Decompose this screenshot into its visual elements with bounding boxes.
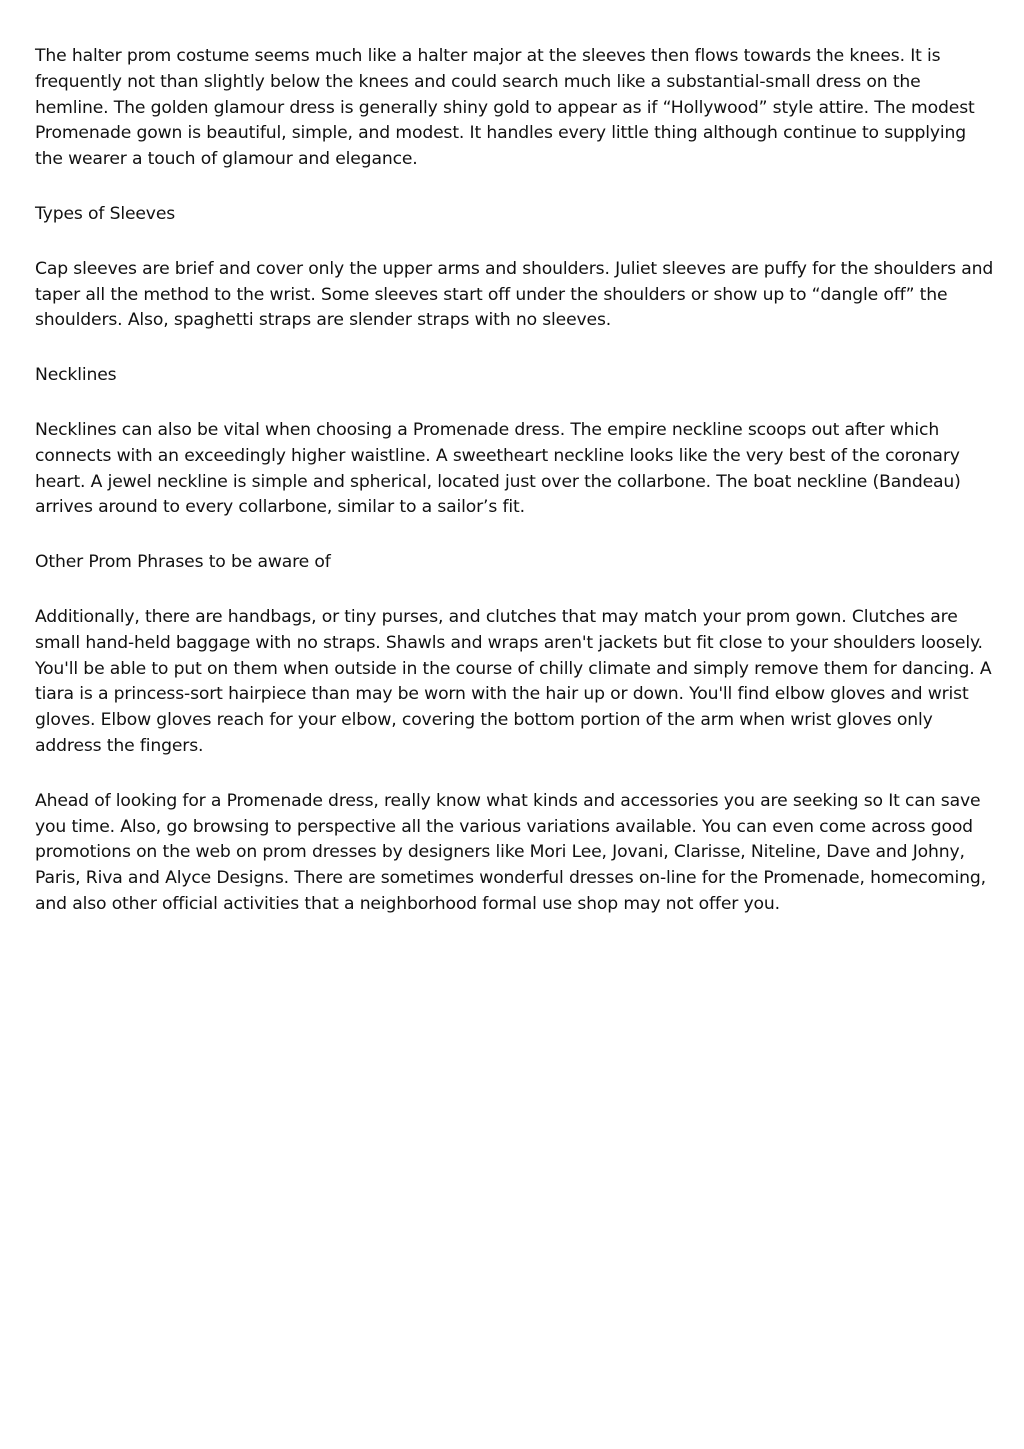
paragraph-sleeves: Cap sleeves are brief and cover only the upper arms and shoulders. Juliet sleeves are puffy for the shoulders and taper all the method to the wrist. Some sleeves start off under the shoulders or show up to “dangle off” the shoulders. Also, spaghetti straps are slender straps with no sleeves. — [35, 258, 994, 331]
heading-necklines: Necklines — [35, 365, 117, 386]
paragraph-necklines: Necklines can also be vital when choosing a Promenade dress. The empire neckline scoops out after which connects with an exceedingly higher waistline. A sweetheart neckline looks like the very best of the coronary heart. A jewel neckline is simple and spherical, located just over the collarbone. The boat neckline (Bandeau) arrives around to every collarbone, similar to a sailor’s fit. — [35, 419, 961, 518]
paragraph-halter-prom: The halter prom costume seems much like a halter major at the sleeves then flows towards the knees. It is frequently not than slightly below the knees and could search much like a substantial-small dress on the hemline. The golden glamour dress is generally shiny gold to appear as if “Hollywood” style attire. The modest Promenade gown is beautiful, simple, and modest. It handles every little thing although continue to supplying the wearer a touch of glamour and elegance. — [35, 46, 975, 170]
paragraph-accessories: Additionally, there are handbags, or tiny purses, and clutches that may match your prom gown. Clutches are small hand-held baggage with no straps. Shawls and wraps aren't jackets but fit close to your shoulders loosely. You'll be able to put on them when outside in the course of chilly climate and simply remove them for dancing. A tiara is a princess-sort hairpiece than may be worn with the hair up or down. You'll find elbow gloves and wrist gloves. Elbow gloves reach for your elbow, covering the bottom portion of the arm when wrist gloves only address the fingers. — [35, 606, 992, 756]
document-page — [35, 44, 995, 947]
paragraph-shopping-advice: Ahead of looking for a Promenade dress, really know what kinds and accessories you are seeking so It can save you time. Also, go browsing to perspective all the various variations available. You can even come across good promotions on the web on prom dresses by designers like Mori Lee, Jovani, Clarisse, Niteline, Dave and Johny, Paris, Riva and Alyce Designs. There are sometimes wonderful dresses on-line for the Promenade, homecoming, and also other official activities that a neighborhood formal use shop may not offer you. — [35, 790, 986, 914]
heading-types-of-sleeves: Types of Sleeves — [35, 203, 176, 224]
heading-other-prom-phrases: Other Prom Phrases to be aware of — [35, 552, 331, 573]
